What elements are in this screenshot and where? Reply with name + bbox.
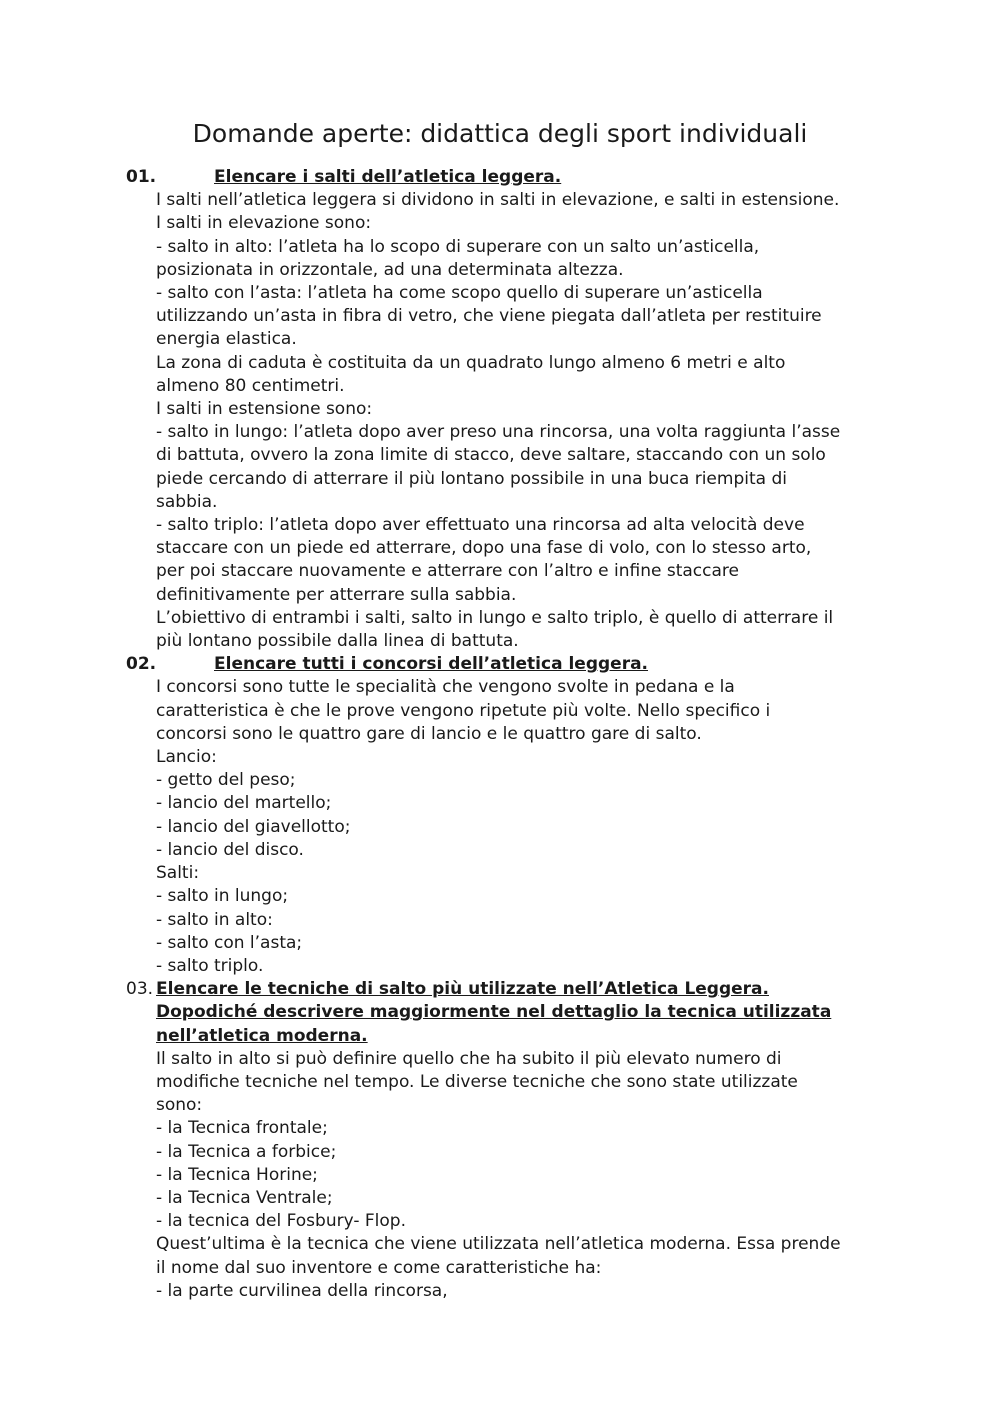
question-title: Elencare le tecniche di salto più utilizzate nell’Atletica Leggera.: [156, 979, 769, 1000]
answer-line: - salto con l’asta: l’atleta ha come scopo quello di superare un’asticella: [156, 283, 763, 304]
answer-line: di battuta, ovvero la zona limite di stacco, deve saltare, staccando con un solo: [156, 445, 826, 466]
answer-line: posizionata in orizzontale, ad una determinata altezza.: [156, 259, 624, 280]
question-heading: [126, 653, 916, 676]
answer-line: - la Tecnica a forbice;: [156, 1141, 337, 1162]
answer-line: - salto con l’asta;: [156, 932, 303, 953]
answer-line: Salti:: [156, 863, 200, 884]
answer-line: - salto in alto: l’atleta ha lo scopo di superare con un salto un’asticella,: [156, 236, 760, 257]
answer-line: definitivamente per atterrare sulla sabbia.: [156, 584, 517, 605]
question-number: 02.: [126, 654, 157, 675]
answer-line: modifiche tecniche nel tempo. Le diverse tecniche che sono state utilizzate: [156, 1071, 798, 1092]
answer-body: [126, 1048, 916, 1303]
answer-line: - salto triplo: l’atleta dopo aver effettuato una rincorsa ad alta velocità deve: [156, 515, 805, 536]
answer-line: concorsi sono le quattro gare di lancio e le quattro gare di salto.: [156, 723, 702, 744]
answer-line: - la tecnica del Fosbury- Flop.: [156, 1211, 406, 1232]
answer-line: più lontano possibile dalla linea di battuta.: [156, 631, 519, 652]
answer-line: I salti nell’atletica leggera si dividono in salti in elevazione, e salti in estensione.: [156, 190, 840, 211]
answer-line: utilizzando un’asta in fibra di vetro, che viene piegata dall’atleta per restituire: [156, 306, 822, 327]
question-heading: [126, 166, 916, 189]
page-title: Domande aperte: didattica degli sport individuali: [192, 119, 808, 148]
answer-line: - lancio del giavellotto;: [156, 816, 351, 837]
answer-line: - salto in lungo: l’atleta dopo aver preso una rincorsa, una volta raggiunta l’asse: [156, 422, 841, 443]
question-title: Elencare i salti dell’atletica leggera.: [214, 167, 562, 187]
answer-line: - lancio del martello;: [156, 793, 332, 814]
answer-body: [126, 189, 916, 653]
question-title: Elencare tutti i concorsi dell’atletica leggera.: [214, 654, 649, 675]
question-block: [126, 166, 916, 653]
document-body: [126, 166, 916, 1303]
answer-line: La zona di caduta è costituita da un quadrato lungo almeno 6 metri e alto: [156, 352, 786, 373]
answer-line: Quest’ultima è la tecnica che viene utilizzata nell’atletica moderna. Essa prende: [156, 1234, 841, 1255]
answer-line: I concorsi sono tutte le specialità che vengono svolte in pedana e la: [156, 677, 735, 698]
answer-line: Il salto in alto si può definire quello che ha subito il più elevato numero di: [156, 1048, 782, 1069]
answer-line: energia elastica.: [156, 329, 297, 350]
answer-line: sono:: [156, 1095, 203, 1116]
answer-line: - salto in lungo;: [156, 886, 289, 907]
answer-line: almeno 80 centimetri.: [156, 375, 345, 396]
answer-line: caratteristica è che le prove vengono ripetute più volte. Nello specifico i: [156, 700, 771, 721]
answer-line: I salti in estensione sono:: [156, 399, 373, 420]
answer-body: [126, 676, 916, 978]
answer-line: il nome dal suo inventore e come caratteristiche ha:: [156, 1257, 602, 1278]
question-heading-continued: nell’atletica moderna.: [156, 1025, 368, 1046]
answer-line: - getto del peso;: [156, 770, 296, 791]
question-number: 03.: [126, 979, 154, 1000]
answer-line: staccare con un piede ed atterrare, dopo una fase di volo, con lo stesso arto,: [156, 538, 812, 559]
answer-line: - la Tecnica Horine;: [156, 1164, 318, 1185]
question-block: [126, 653, 916, 978]
answer-line: L’obiettivo di entrambi i salti, salto in lungo e salto triplo, è quello di atterrare il: [156, 607, 834, 628]
answer-line: Lancio:: [156, 747, 217, 768]
question-number: 01.: [126, 167, 157, 187]
answer-line: sabbia.: [156, 491, 218, 512]
question-heading: [126, 978, 916, 1001]
question-block: [126, 978, 916, 1303]
answer-line: - lancio del disco.: [156, 839, 304, 860]
answer-line: - la Tecnica Ventrale;: [156, 1187, 333, 1208]
answer-line: - salto in alto:: [156, 909, 273, 930]
answer-line: per poi staccare nuovamente e atterrare con l’altro e infine staccare: [156, 561, 739, 582]
question-heading-continued: Dopodiché descrivere maggiormente nel dettaglio la tecnica utilizzata: [156, 1002, 832, 1023]
answer-line: - salto triplo.: [156, 955, 264, 976]
answer-line: - la Tecnica frontale;: [156, 1118, 328, 1139]
answer-line: piede cercando di atterrare il più lontano possibile in una buca riempita di: [156, 468, 787, 489]
answer-line: I salti in elevazione sono:: [156, 213, 372, 234]
answer-line: - la parte curvilinea della rincorsa,: [156, 1280, 448, 1301]
